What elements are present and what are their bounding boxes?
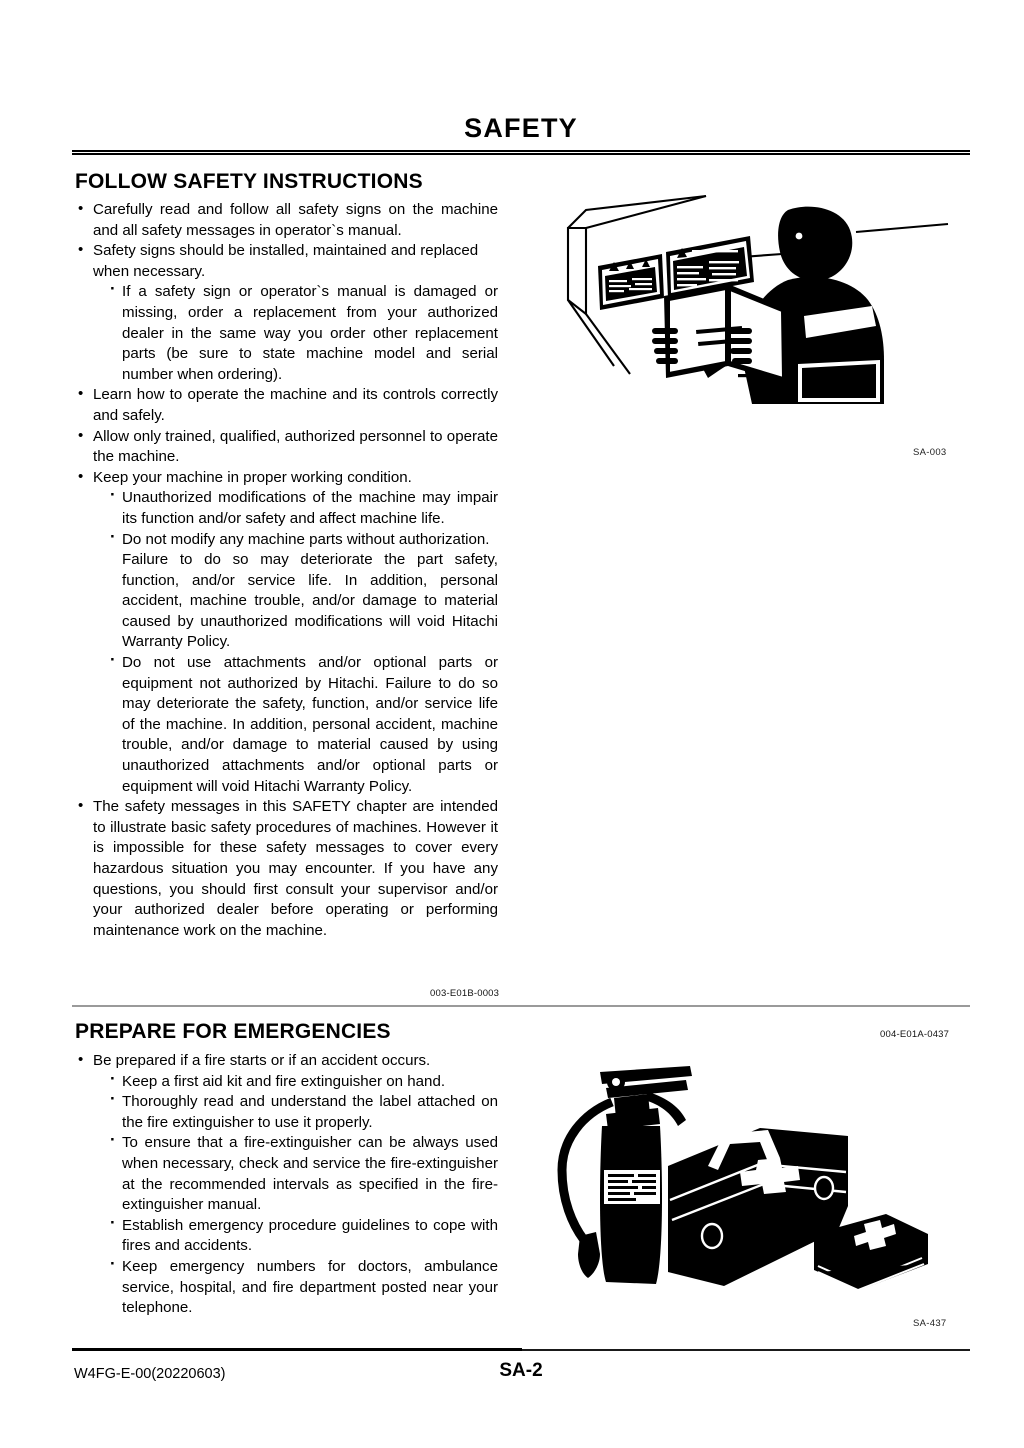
sub-bullet-text: · Establish emergency procedure guidelines to cope with fires and accidents. xyxy=(122,1216,498,1257)
list-item xyxy=(109,1216,498,1257)
bullet-text: • Safety signs should be installed, maintained and replaced when necessary. xyxy=(93,241,498,282)
list-item xyxy=(109,653,498,797)
list-item xyxy=(78,241,498,385)
list-item xyxy=(109,1133,498,1215)
section-divider-rule xyxy=(72,1005,970,1007)
footer-rule-left xyxy=(72,1348,522,1351)
section-heading-follow-safety-instructions: FOLLOW SAFETY INSTRUCTIONS xyxy=(75,170,423,193)
list-item xyxy=(78,385,498,426)
list-item xyxy=(109,488,498,529)
sub-bullet-text: · Do not use attachments and/or optional parts or equipment not authorized by Hitachi. Failure to do so may deteriorate the safety, function, and/or service life of the machine. In addition, personal accident, machine trouble, and/or damage to material caused by using unauthorized attachments and/or optional parts or equipment will void Hitachi Warranty Policy. xyxy=(122,653,498,797)
sub-bullet-list xyxy=(93,282,498,385)
list-item xyxy=(109,282,498,385)
sub-bullet-text: · To ensure that a fire-extinguisher can be always used when necessary, check and service the fire-extinguisher at the recommended intervals as specified in the fire-extinguisher manual. xyxy=(122,1133,498,1215)
sub-bullet-paragraph: Failure to do so may deteriorate the part safety, function, and/or service life. In addition, personal accident, machine trouble, and/or damage to material caused by unauthorized modifications will void Hitachi Warranty Policy. xyxy=(122,551,498,651)
sub-bullet-list xyxy=(93,488,498,797)
section-heading-prepare-for-emergencies: PREPARE FOR EMERGENCIES xyxy=(75,1020,391,1043)
footer-rule-right xyxy=(522,1349,970,1351)
figure-caption-sa-003: SA-003 xyxy=(913,447,947,458)
bullet-text: • Learn how to operate the machine and its controls correctly and safely. xyxy=(93,385,498,426)
bullet-text: • Be prepared if a fire starts or if an accident occurs. xyxy=(93,1051,498,1072)
figure-operator-reading-manual xyxy=(556,188,956,438)
list-item xyxy=(109,1092,498,1133)
sub-bullet-text: · If a safety sign or operator`s manual is damaged or missing, order a replacement from your authorized dealer in the same way you order other replacement parts (be sure to state machine model and serial number when ordering). xyxy=(122,282,498,385)
bullet-text: • Allow only trained, qualified, authorized personnel to operate the machine. xyxy=(93,427,498,468)
list-item xyxy=(78,468,498,798)
list-item xyxy=(109,1257,498,1319)
sub-bullet-text: · Unauthorized modifications of the machine may impair its function and/or safety and affect machine life. xyxy=(122,488,498,529)
reference-code-003: 003-E01B-0003 xyxy=(430,988,500,999)
bullet-text: • The safety messages in this SAFETY chapter are intended to illustrate basic safety procedures of machines. However it is impossible for these safety messages to cover every hazardous situation you may encounter. If you have any questions, you should first consult your supervisor and/or your authorized dealer before operating or performing maintenance work on the machine. xyxy=(93,797,498,941)
section-body-prepare-for-emergencies xyxy=(78,1051,498,1319)
bullet-text: • Keep your machine in proper working condition. xyxy=(93,468,498,489)
bullet-list xyxy=(78,200,498,941)
footer-page-number: SA-2 xyxy=(499,1360,543,1381)
bullet-list xyxy=(78,1051,498,1319)
list-item xyxy=(109,1072,498,1093)
header-double-rule xyxy=(72,150,970,155)
sub-bullet-text: · Keep emergency numbers for doctors, ambulance service, hospital, and fire department posted near your telephone. xyxy=(122,1257,498,1319)
sub-bullet-text: · Thoroughly read and understand the label attached on the fire extinguisher to use it properly. xyxy=(122,1092,498,1133)
sub-bullet-list xyxy=(93,1072,498,1319)
footer-document-code: W4FG-E-00(20220603) xyxy=(74,1366,226,1382)
figure-fire-extinguisher-first-aid-kit xyxy=(528,1058,960,1314)
page-title: SAFETY xyxy=(464,113,578,143)
list-item xyxy=(78,1051,498,1319)
section-body-follow-safety-instructions xyxy=(78,200,498,941)
sub-bullet-text: · Do not modify any machine parts without authorization. xyxy=(122,530,498,551)
list-item xyxy=(78,200,498,241)
sub-bullet-text: · Keep a first aid kit and fire extinguisher on hand. xyxy=(122,1072,498,1093)
list-item xyxy=(78,427,498,468)
figure-caption-sa-437: SA-437 xyxy=(913,1318,947,1329)
list-item xyxy=(78,797,498,941)
list-item xyxy=(109,530,498,654)
bullet-text: • Carefully read and follow all safety signs on the machine and all safety messages in operator`s manual. xyxy=(93,200,498,241)
reference-code-004: 004-E01A-0437 xyxy=(880,1029,950,1040)
